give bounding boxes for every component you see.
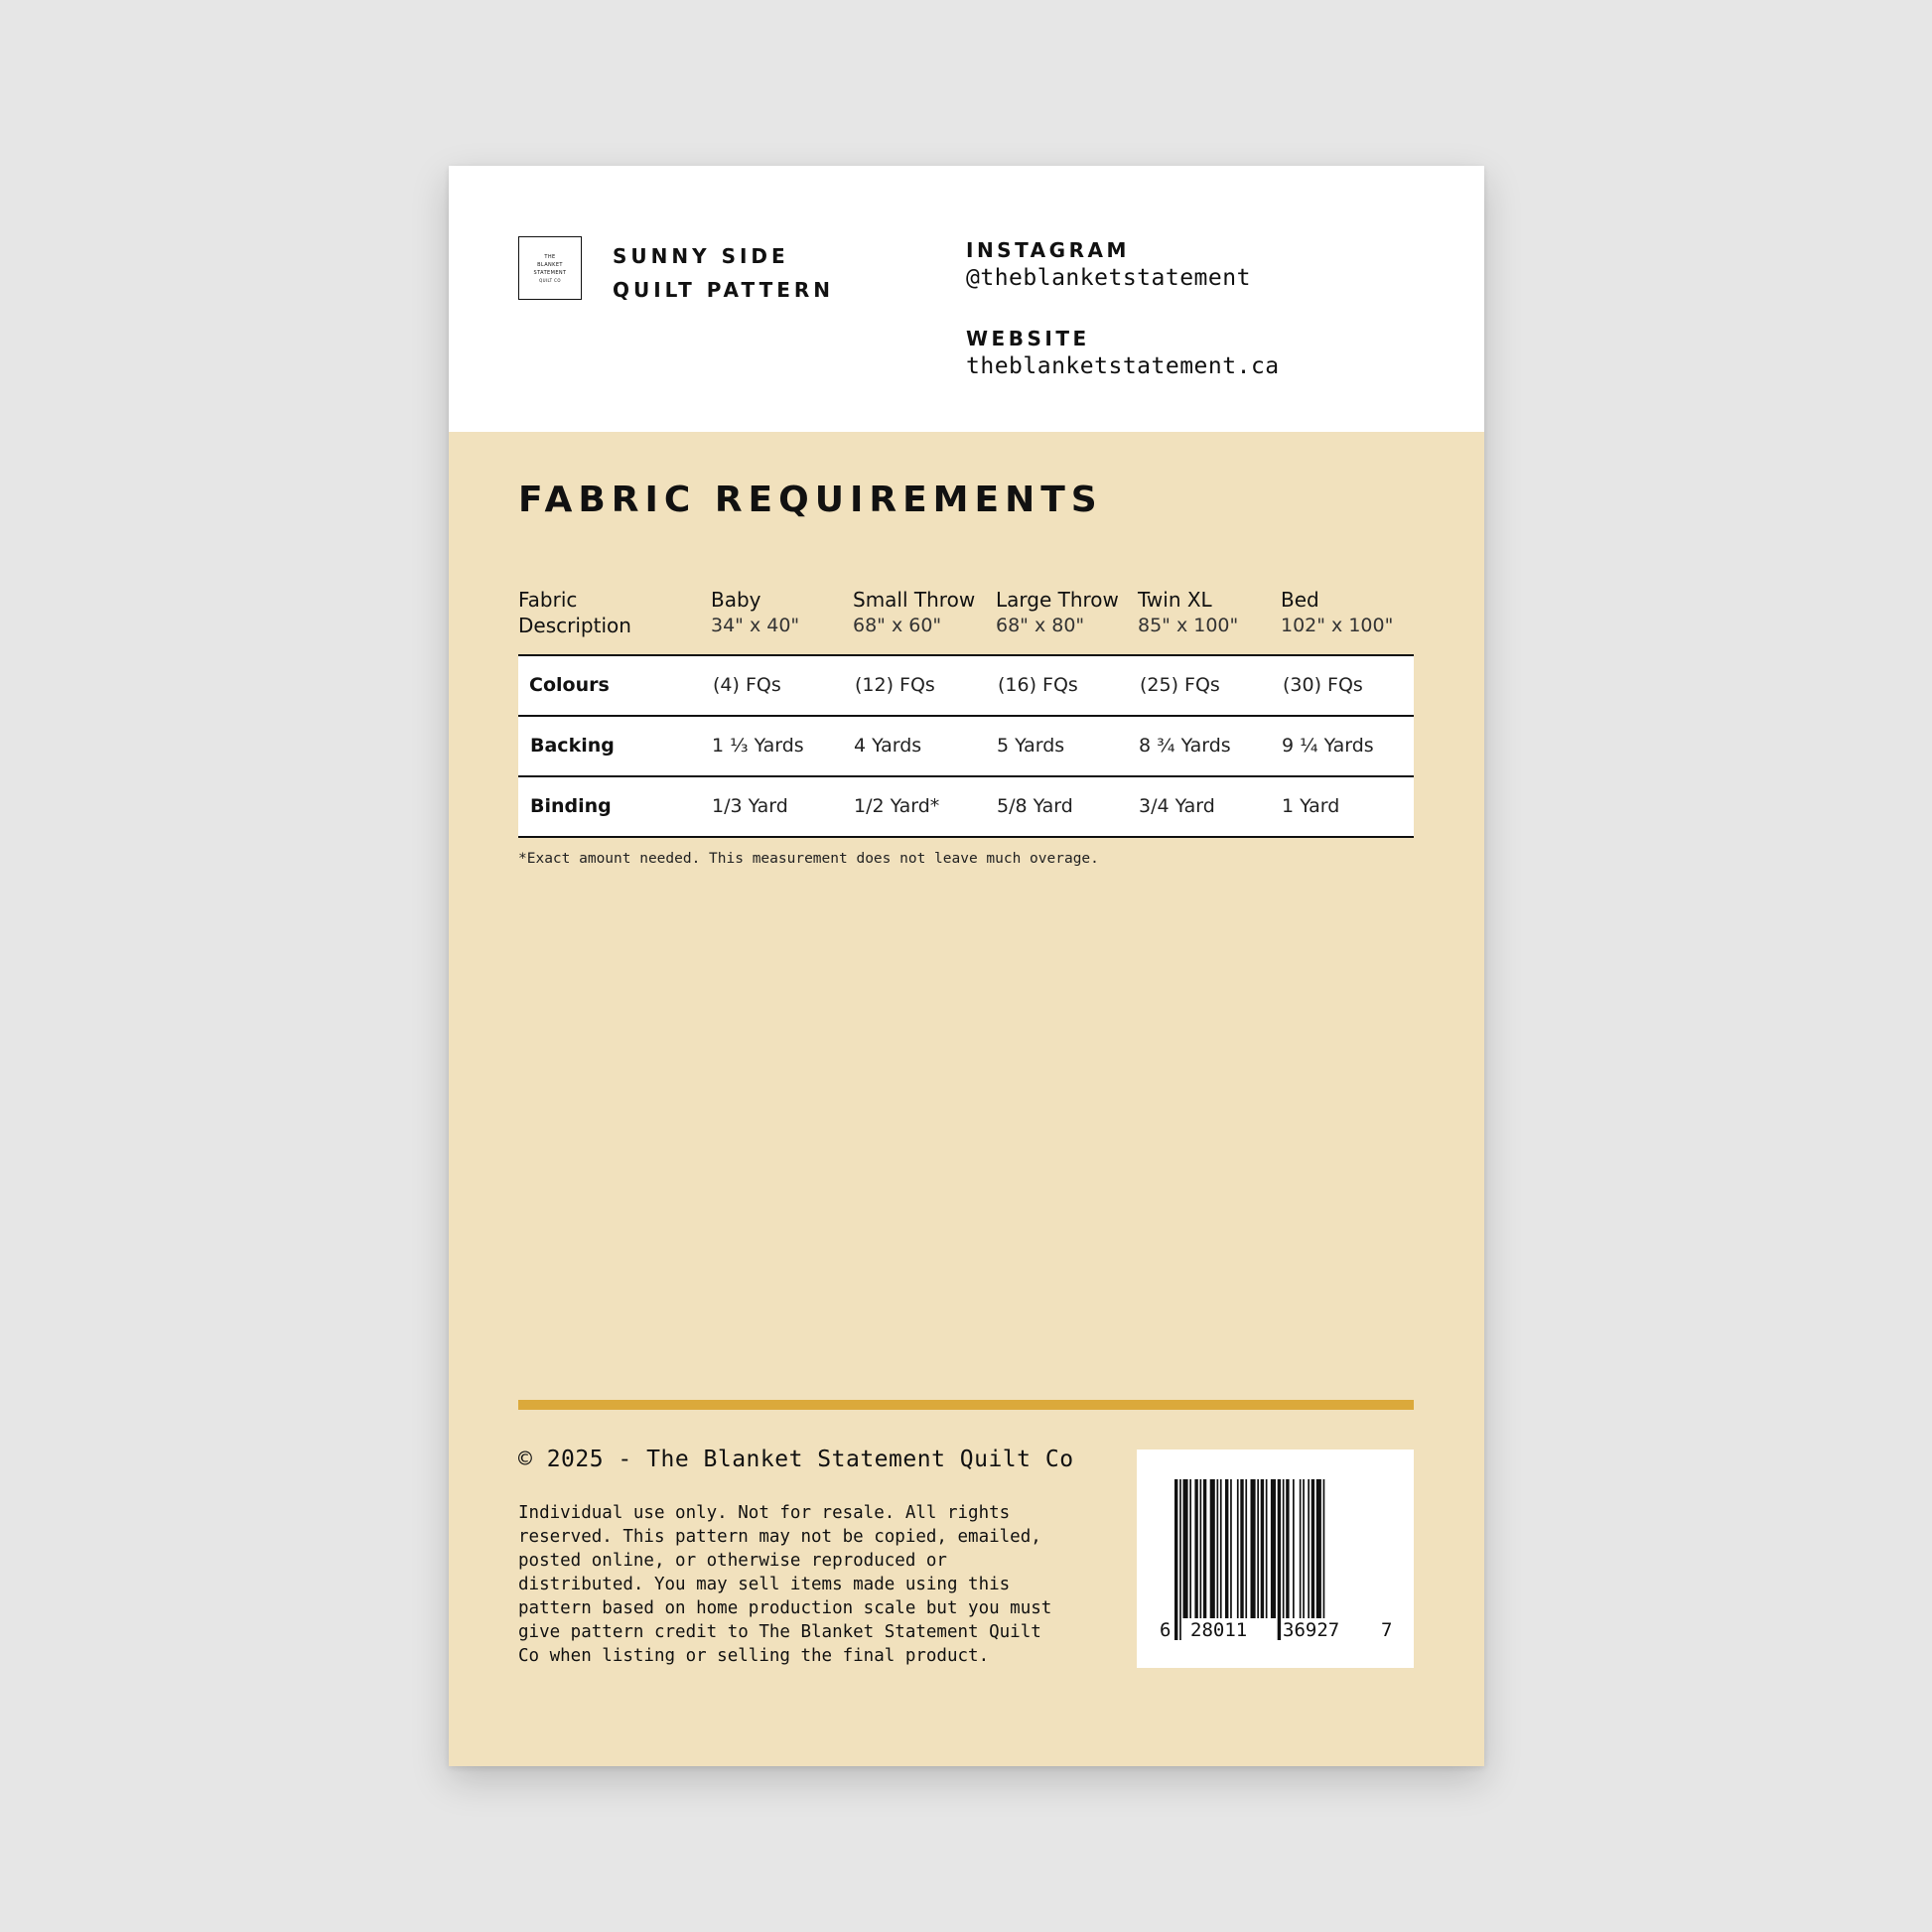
- barcode-digit-last: 7: [1381, 1619, 1393, 1641]
- barcode-bar: [1240, 1479, 1243, 1618]
- section-title: FABRIC REQUIREMENTS: [518, 480, 1103, 520]
- pattern-back-cover: [449, 166, 1484, 1766]
- barcode-bar: [1323, 1479, 1325, 1618]
- website-block: [966, 326, 1280, 381]
- barcode-bar: [1217, 1479, 1219, 1618]
- row-label: Backing: [530, 735, 615, 757]
- table-cell: (4) FQs: [713, 674, 781, 696]
- barcode-bar: [1266, 1479, 1268, 1618]
- barcode-bar: [1261, 1479, 1264, 1618]
- column-header-baby: Baby 34" x 40": [711, 588, 800, 636]
- table-cell: 8 ¾ Yards: [1139, 735, 1231, 757]
- table-cell: 1 ⅓ Yards: [712, 735, 804, 757]
- barcode-bar: [1283, 1479, 1285, 1618]
- instagram-handle[interactable]: @theblanketstatement: [966, 265, 1251, 291]
- barcode-bar: [1245, 1479, 1247, 1618]
- barcode-bar: [1179, 1479, 1181, 1640]
- table-cell: (16) FQs: [998, 674, 1078, 696]
- website-url[interactable]: theblanketstatement.ca: [966, 353, 1280, 379]
- instagram-label: INSTAGRAM: [966, 238, 1130, 262]
- instagram-block: [966, 237, 1251, 293]
- barcode-bar: [1237, 1479, 1239, 1618]
- barcode-bar: [1300, 1479, 1302, 1618]
- barcode-bars: [1137, 1449, 1414, 1668]
- barcode-bar: [1311, 1479, 1314, 1618]
- brand-logo: [518, 236, 582, 300]
- logo-line: QUILT CO: [539, 277, 561, 283]
- logo-line: BLANKET: [537, 261, 563, 268]
- pattern-title-line1: SUNNY SIDE: [613, 244, 789, 268]
- barcode-bar: [1189, 1479, 1191, 1618]
- barcode-bar: [1308, 1479, 1310, 1618]
- barcode-bar: [1225, 1479, 1228, 1618]
- pattern-title: [613, 239, 834, 307]
- barcode-bar: [1271, 1479, 1276, 1618]
- table-cell: (12) FQs: [855, 674, 935, 696]
- logo-line: THE: [544, 253, 556, 260]
- table-row-backing: [518, 717, 1414, 777]
- barcode-bar: [1293, 1479, 1295, 1618]
- fabric-table: [518, 654, 1414, 838]
- column-header-small-throw: Small Throw 68" x 60": [853, 588, 976, 636]
- barcode-digits-left: 28011: [1190, 1619, 1248, 1641]
- barcode-bar: [1210, 1479, 1215, 1618]
- barcode-bar: [1278, 1479, 1281, 1640]
- table-cell: 1/2 Yard*: [854, 795, 940, 817]
- barcode-bar: [1286, 1479, 1289, 1618]
- table-header: [518, 587, 1414, 636]
- barcode-digit-first: 6: [1160, 1619, 1172, 1641]
- barcode-bar: [1174, 1479, 1177, 1640]
- barcode: [1137, 1449, 1414, 1668]
- row-label: Colours: [529, 674, 610, 696]
- accent-divider: [518, 1400, 1414, 1410]
- barcode-bar: [1251, 1479, 1256, 1618]
- barcode-bar: [1203, 1479, 1206, 1618]
- column-header-twin-xl: Twin XL 85" x 100": [1138, 588, 1239, 636]
- table-cell: 3/4 Yard: [1139, 795, 1215, 817]
- barcode-bar: [1220, 1479, 1222, 1618]
- table-row-binding: [518, 777, 1414, 838]
- header-panel: [449, 166, 1484, 432]
- barcode-bar: [1200, 1479, 1202, 1618]
- column-header-fabric: Fabric Description: [518, 588, 631, 637]
- website-label: WEBSITE: [966, 327, 1090, 350]
- table-cell: 9 ¼ Yards: [1282, 735, 1374, 757]
- legal-notice: Individual use only. Not for resale. All rights reserved. This pattern may not be copied, emailed, posted online, or otherwise reproduced or distributed. You may sell items made using this pattern based on home production scale but you must give pattern credit to The Blanket Statement Quilt Co when listing or selling the final product.: [518, 1503, 1052, 1666]
- barcode-bar: [1194, 1479, 1197, 1618]
- column-header-bed: Bed 102" x 100": [1281, 588, 1394, 636]
- barcode-bar: [1303, 1479, 1305, 1618]
- copyright-notice: © 2025 - The Blanket Statement Quilt Co: [518, 1447, 1074, 1472]
- table-row-colours: [518, 656, 1414, 717]
- logo-line: STATEMENT: [533, 269, 567, 276]
- barcode-bar: [1230, 1479, 1232, 1618]
- barcode-bar: [1257, 1479, 1259, 1618]
- row-label: Binding: [530, 795, 612, 817]
- table-cell: 5/8 Yard: [997, 795, 1073, 817]
- barcode-bar: [1183, 1479, 1188, 1618]
- table-cell: 5 Yards: [997, 735, 1065, 757]
- table-cell: (30) FQs: [1283, 674, 1363, 696]
- table-cell: 1 Yard: [1282, 795, 1340, 817]
- column-header-large-throw: Large Throw 68" x 80": [996, 588, 1119, 636]
- barcode-digits-right: 36927: [1283, 1619, 1340, 1641]
- table-cell: (25) FQs: [1140, 674, 1220, 696]
- table-cell: 1/3 Yard: [712, 795, 788, 817]
- table-footnote: *Exact amount needed. This measurement does not leave much overage.: [518, 851, 1099, 867]
- table-cell: 4 Yards: [854, 735, 922, 757]
- barcode-bar: [1316, 1479, 1321, 1618]
- pattern-title-line2: QUILT PATTERN: [613, 278, 835, 302]
